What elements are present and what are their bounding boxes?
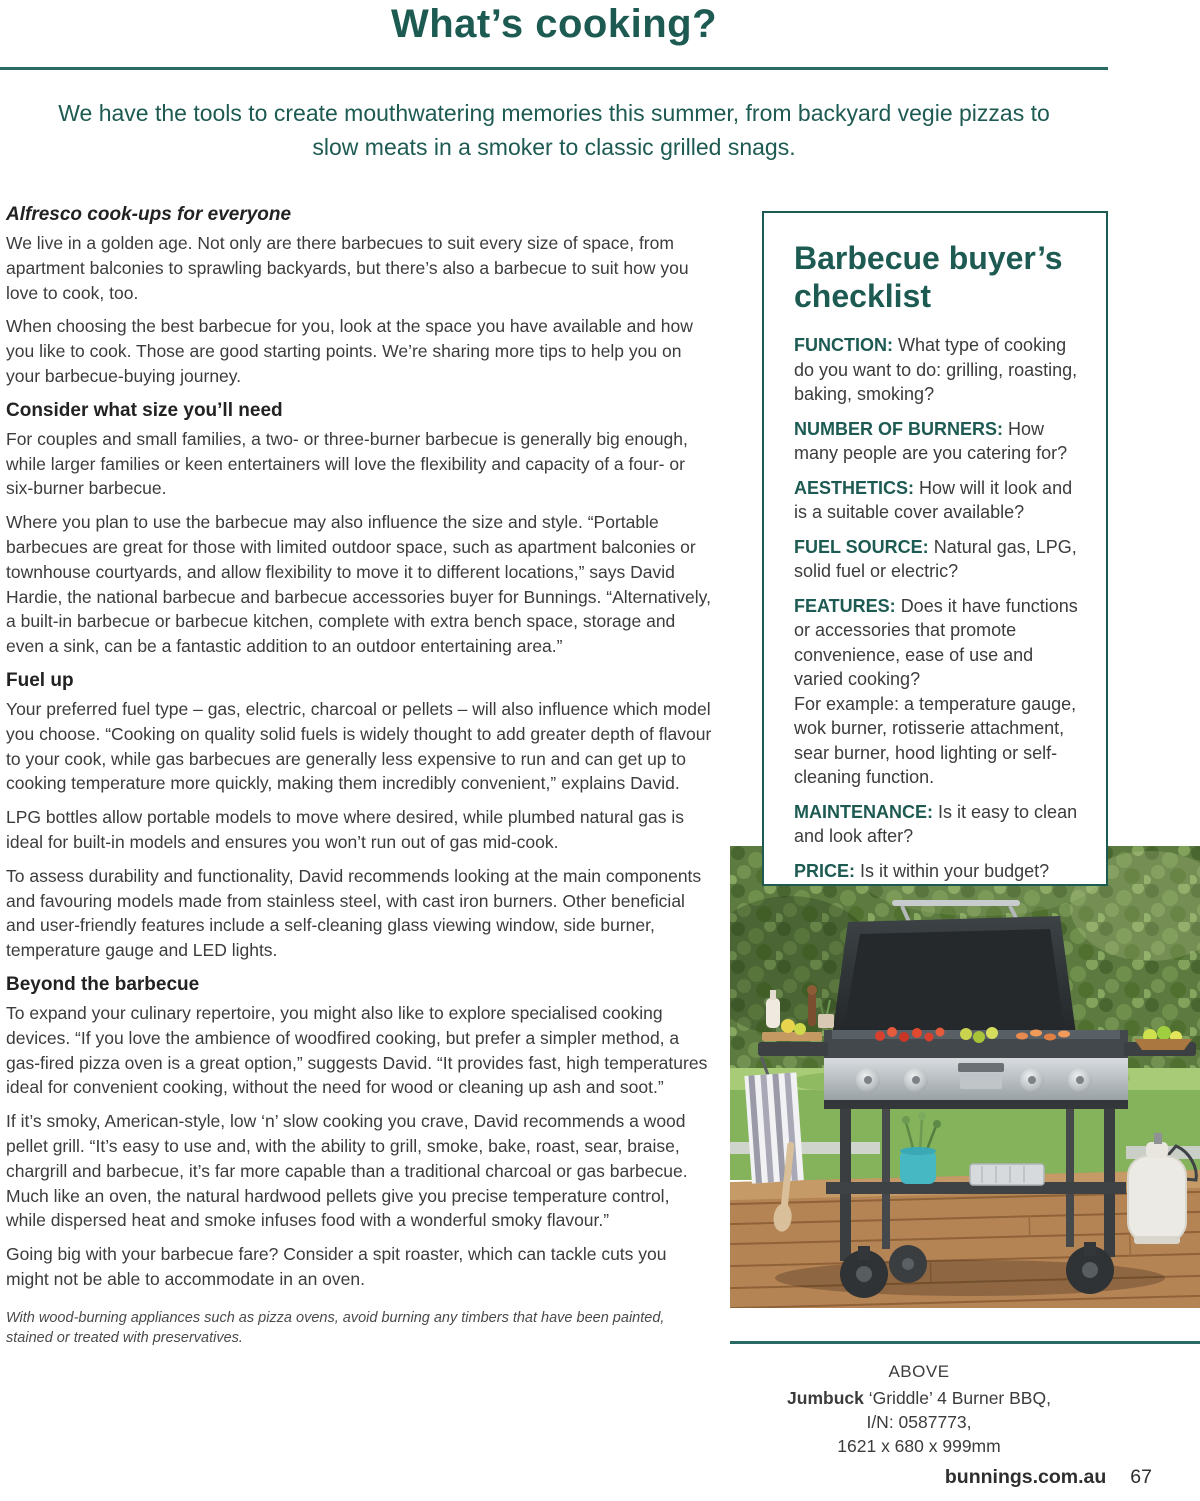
checklist-label: AESTHETICS: [794,477,915,498]
body-paragraph: LPG bottles allow portable models to move where desired, while plumbed natural gas is ideal for built-in models and ensures you won’t run out of gas mid-cook. [6,807,684,852]
checklist-text: What type of cooking do you want to do: grilling, roasting, baking, smoking? [794,335,1078,404]
checklist-item [794,333,1080,407]
section-size [6,398,712,659]
section-heading: Beyond the barbecue [6,973,200,995]
page-number: 67 [1130,1466,1152,1488]
section-beyond [6,972,712,1292]
title-divider [0,67,1108,70]
body-paragraph: Your preferred fuel type – gas, electric, charcoal or pellets – will also influence which model you choose. “Cooking on quality solid fuels is widely thought to add greater depth of flavour to your cook, while gas barbecues are generally less expensive to run and can get up to cooking temperature more quickly, making them incredibly convenient,” explains David. [6,698,712,794]
section-heading: Consider what size you’ll need [6,399,283,421]
checklist-item [794,594,1080,790]
checklist-label: PRICE: [794,860,856,881]
caption-dimensions: 1621 x 680 x 999mm [837,1436,1001,1456]
page-footer [945,1466,1152,1489]
checklist-text: How many people are you catering for? [794,418,1068,463]
checklist-label: FEATURES: [794,595,896,616]
checklist-item [794,535,1080,584]
body-paragraph: To assess durability and functionality, David recommends looking at the main components and favouring models made from stainless steel, with cast iron burners. Other beneficial and user-friendly features include a self-cleaning glass viewing window, side burner, temperature gauge and LED lights. [6,865,702,961]
caption-position-label: ABOVE [888,1362,950,1381]
section-fuel [6,668,712,963]
checklist-label: FUEL SOURCE: [794,536,929,557]
checklist-text-example: For example: a temperature gauge, wok burner, rotisserie attachment, sear burner, hood lighting or self-cleaning function. [794,693,1077,787]
intro-text: We have the tools to create mouthwatering memories this summer, from backyard vegie pizzas to slow meats in a smoker to classic grilled snags. [58,100,1050,160]
article-column [6,202,712,1358]
body-paragraph: For couples and small families, a two- or three-burner barbecue is generally big enough, while larger families or keen entertainers will love the flexibility and capacity of a four- or six-burner barbecue. [6,428,688,499]
buyers-checklist-panel [762,211,1108,886]
website-url: bunnings.com.au [944,1466,1107,1488]
foil-tray [970,1164,1044,1185]
caption-divider [730,1341,1200,1344]
left-shelf [758,1042,828,1056]
body-paragraph: If it’s smoky, American-style, low ‘n’ slow cooking you crave, David recommends a wood pellet grill. “It’s easy to use and, with the ability to grill, smoke, bake, roast, sear, braise, chargrill and barbecue, it’s far more capable than a traditional charcoal or gas barbecue. Much like an oven, the natural hardwood pellets give you precise temperature control, while dispersed heat and smoke infuses food with a wonderful smoky flavour.” [6,1111,688,1231]
body-paragraph: Going big with your barbecue fare? Consider a spit roaster, which can tackle cuts you might not be able to accommodate in an oven. [6,1244,667,1289]
checklist-label: FUNCTION: [794,335,893,355]
bbq-photo [730,846,1200,1308]
checklist-text: Is it easy to clean and look after? [794,801,1078,846]
body-paragraph: When choosing the best barbecue for you, look at the space you have available and how you like to cook. Those are good starting points. We’re sharing more tips to help you on your barbecue-buying journey. [6,316,693,386]
checklist-label: MAINTENANCE: [794,801,933,822]
caption-item-number: I/N: 0587773, [866,1412,972,1432]
checklist-item [794,476,1080,525]
checklist-text: How will it look and is a suitable cover available? [794,477,1073,522]
checklist-item [794,800,1080,849]
checklist-title: Barbecue buyer’s checklist [794,240,1063,314]
photo-caption [730,1360,1108,1458]
checklist-text: Is it within your budget? [860,860,1050,881]
body-paragraph: We live in a golden age. Not only are there barbecues to suit every size of space, from apartment balconies to sprawling backyards, but there’s also a barbecue to suit how you love to cook, too. [6,233,689,303]
checklist-text: Does it have functions or accessories that promote convenience, ease of use and varied cooking? [794,595,1078,689]
section-heading: Alfresco cook-ups for everyone [6,204,292,225]
checklist-item [794,417,1080,466]
checklist-text: Natural gas, LPG, solid fuel or electric? [794,536,1077,581]
lid-handle [892,900,1020,906]
caption-product-line [730,1386,1108,1410]
body-paragraph: To expand your culinary repertoire, you might also like to explore specialised cooking devices. “If you love the ambience of woodfired cooking, but prefer a simpler method, a gas-fired pizza oven is a great option,” suggests David. “It provides fast, high temperatures ideal for convenient cooking, without the need for wood or cleaning up ash and soot.” [6,1002,708,1098]
section-alfresco [6,202,712,389]
section-heading: Fuel up [6,669,74,691]
disclaimer-footnote: With wood-burning appliances such as pizza ovens, avoid burning any timbers that have been painted, stained or treated with preservatives. [6,1309,665,1347]
checklist-item [794,859,1080,884]
page-title: What’s cooking? [390,2,717,46]
caption-brand: Jumbuck [787,1388,864,1408]
caption-product: ‘Griddle’ 4 Burner BBQ, [868,1388,1051,1408]
checklist-label: NUMBER OF BURNERS: [794,418,1003,439]
body-paragraph: Where you plan to use the barbecue may also influence the size and style. “Portable barbecues are great for those with limited outdoor space, such as apartment balconies or townhouse courtyards, and allow flexibility to move it to different locations,” says David Hardie, the national barbecue and barbecue accessories buyer for Bunnings. “Alternatively, a built-in barbecue or barbecue kitchen, complete with extra bench space, storage and even a sink, can be a fantastic addition to an outdoor entertaining area.” [6,512,711,657]
